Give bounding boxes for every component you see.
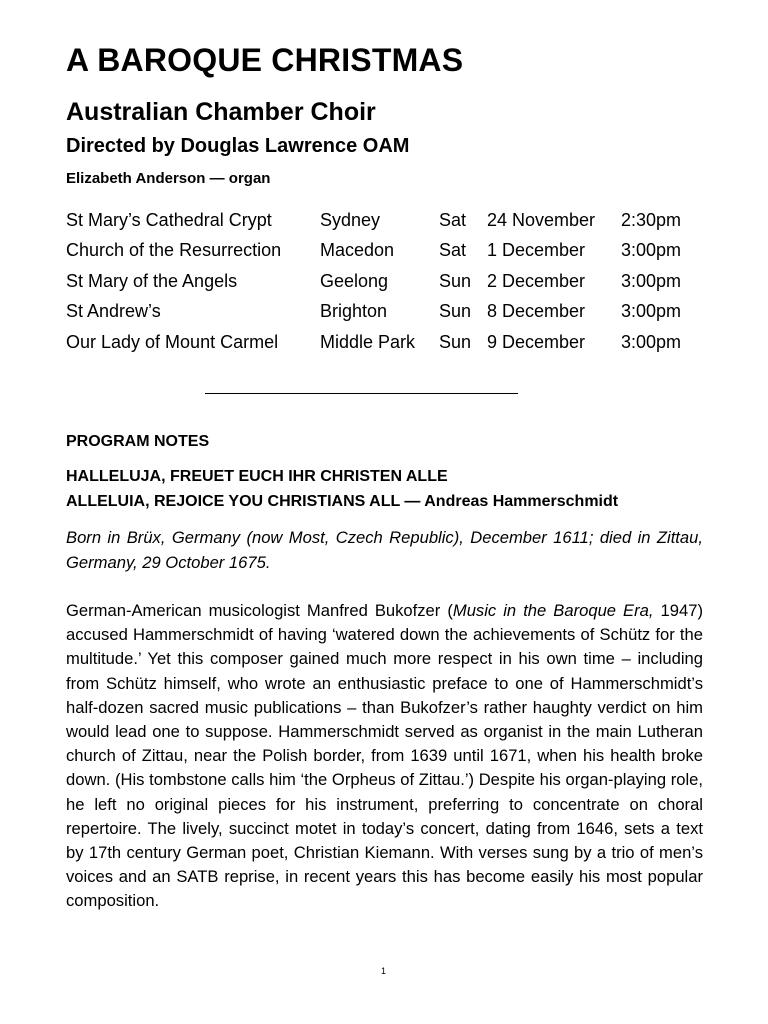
schedule-row: [66, 327, 701, 358]
work-title-german: HALLELUJA, FREUET EUCH IHR CHRISTEN ALLE: [66, 468, 448, 485]
day: Sun: [439, 331, 472, 352]
time: 2:30pm: [621, 209, 682, 230]
choir-name: Australian Chamber Choir: [66, 98, 376, 126]
organist-line: Elizabeth Anderson — organ: [66, 170, 271, 187]
city: Macedon: [320, 240, 395, 261]
program-notes-heading: PROGRAM NOTES: [66, 433, 210, 450]
page-title: A BAROQUE CHRISTMAS: [66, 42, 464, 78]
body-text-part1: German-American musicologist Manfred Bukofzer (: [66, 601, 453, 620]
body-text-part2: 1947) accused Hammerschmidt of having ‘watered down the achievements of Schütz for the multitude.’ Yet this composer gained much more respect in his own time – including from Schütz himself, who wrote an enthusiastic preface to one of Hammerschmidt’s half-dozen sacred music publications – than Bukofzer’s rather haughty verdict on him would lead one to suppose. Hammerschmidt served as organist in the main Lutheran church of Zittau, near the Polish border, from 1639 until 1671, when his health broke down. (His tombstone calls him ‘the Orpheus of Zittau.’) Despite his organ-playing role, he left no original pieces for his instrument, preferring to concentrate on choral repertoire. The lively, succinct motet in today’s concert, dating from 1646, sets a text by 17th century German poet, Christian Kiemann. With verses sung by a trio of men’s voices and an SATB reprise, in recent years this has become easily his most popular composition.: [66, 601, 703, 911]
day: Sat: [439, 209, 467, 230]
time: 3:00pm: [621, 270, 682, 291]
date: 8 December: [487, 301, 586, 322]
director-line: Directed by Douglas Lawrence OAM: [66, 135, 410, 157]
day: Sat: [439, 240, 467, 261]
date: 9 December: [487, 331, 586, 352]
venue: St Andrew’s: [66, 301, 161, 322]
program-note-body: [66, 599, 703, 914]
venue: St Mary’s Cathedral Crypt: [66, 209, 272, 230]
section-divider: [205, 393, 518, 394]
schedule-row: [66, 205, 701, 236]
city: Geelong: [320, 270, 389, 291]
date: 24 November: [487, 209, 596, 230]
book-title: Music in the Baroque Era,: [452, 601, 654, 620]
schedule-row: [66, 297, 701, 328]
day: Sun: [439, 301, 472, 322]
venue: Our Lady of Mount Carmel: [66, 331, 279, 352]
venue: St Mary of the Angels: [66, 270, 238, 291]
work-title-english: ALLELUIA, REJOICE YOU CHRISTIANS ALL — Andreas Hammerschmidt: [66, 493, 619, 510]
time: 3:00pm: [621, 301, 682, 322]
time: 3:00pm: [621, 240, 682, 261]
date: 1 December: [487, 240, 586, 261]
composer-bio: Born in Brüx, Germany (now Most, Czech Republic), December 1611; died in Zittau, Germany, 29 October 1675.: [66, 528, 703, 572]
schedule-row: [66, 236, 701, 267]
schedule-row: [66, 266, 701, 297]
day: Sun: [439, 270, 472, 291]
city: Brighton: [320, 301, 388, 322]
time: 3:00pm: [621, 331, 682, 352]
concert-schedule: [66, 205, 701, 358]
date: 2 December: [487, 270, 586, 291]
city: Sydney: [320, 209, 381, 230]
city: Middle Park: [320, 331, 416, 352]
venue: Church of the Resurrection: [66, 240, 282, 261]
page-number: 1: [381, 966, 387, 976]
